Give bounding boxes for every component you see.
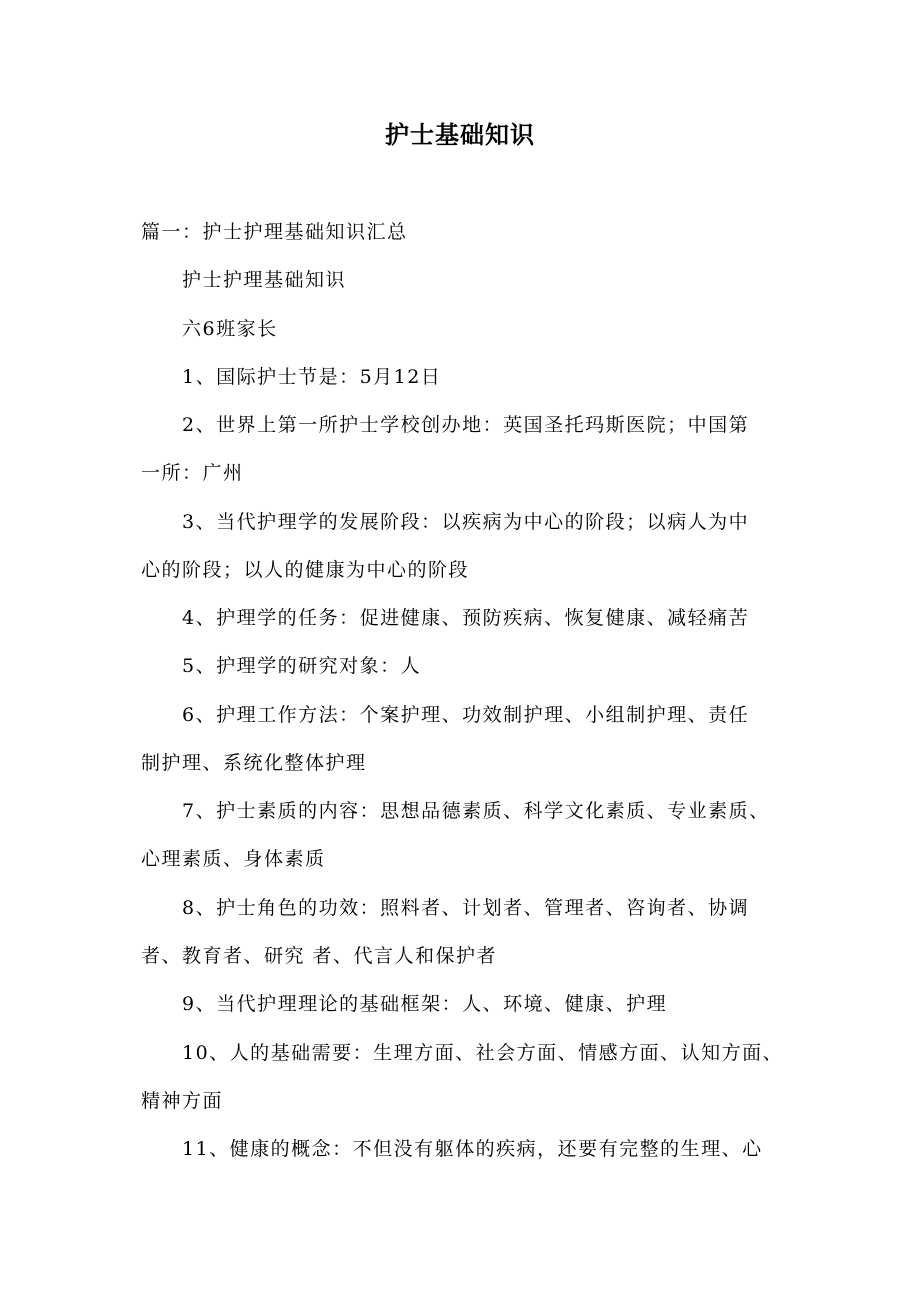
text-line-6: 4、护理学的任务：促进健康、预防疾病、恢复健康、减轻痛苦 (182, 607, 750, 629)
text-line-1: 1、国际护士节是：5月12日 (182, 366, 442, 388)
section-heading: 篇一：护士护理基础知识汇总 (141, 221, 408, 243)
text-line-13: 者、教育者、研究 者、代言人和保护者 (141, 945, 498, 967)
document-title: 护士基础知识 (385, 120, 535, 149)
text-line-15: 10、人的基础需要：生理方面、社会方面、情感方面、认知方面、 (182, 1042, 784, 1064)
text-line-7: 5、护理学的研究对象：人 (182, 655, 422, 677)
text-line-4: 3、当代护理学的发展阶段：以疾病为中心的阶段；以病人为中 (182, 511, 750, 533)
text-line-14: 9、当代护理理论的基础框架：人、环境、健康、护理 (182, 993, 668, 1015)
byline: 六6班家长 (182, 318, 278, 340)
text-line-11: 心理素质、身体素质 (141, 848, 326, 870)
text-line-17: 11、健康的概念：不但没有躯体的疾病，还要有完整的生理、心 (182, 1138, 763, 1160)
text-line-3: 一所：广州 (141, 462, 244, 484)
text-line-16: 精神方面 (141, 1090, 224, 1112)
text-line-9: 制护理、系统化整体护理 (141, 752, 367, 774)
text-line-5: 心的阶段；以人的健康为中心的阶段 (141, 559, 470, 581)
text-line-12: 8、护士角色的功效：照料者、计划者、管理者、咨询者、协调 (182, 897, 750, 919)
subtitle: 护士护理基础知识 (182, 269, 347, 291)
text-line-2: 2、世界上第一所护士学校创办地：英国圣托玛斯医院；中国第 (182, 414, 750, 436)
text-line-10: 7、护士素质的内容：思想品德素质、科学文化素质、专业素质、 (182, 800, 770, 822)
text-line-8: 6、护理工作方法：个案护理、功效制护理、小组制护理、责任 (182, 704, 750, 726)
